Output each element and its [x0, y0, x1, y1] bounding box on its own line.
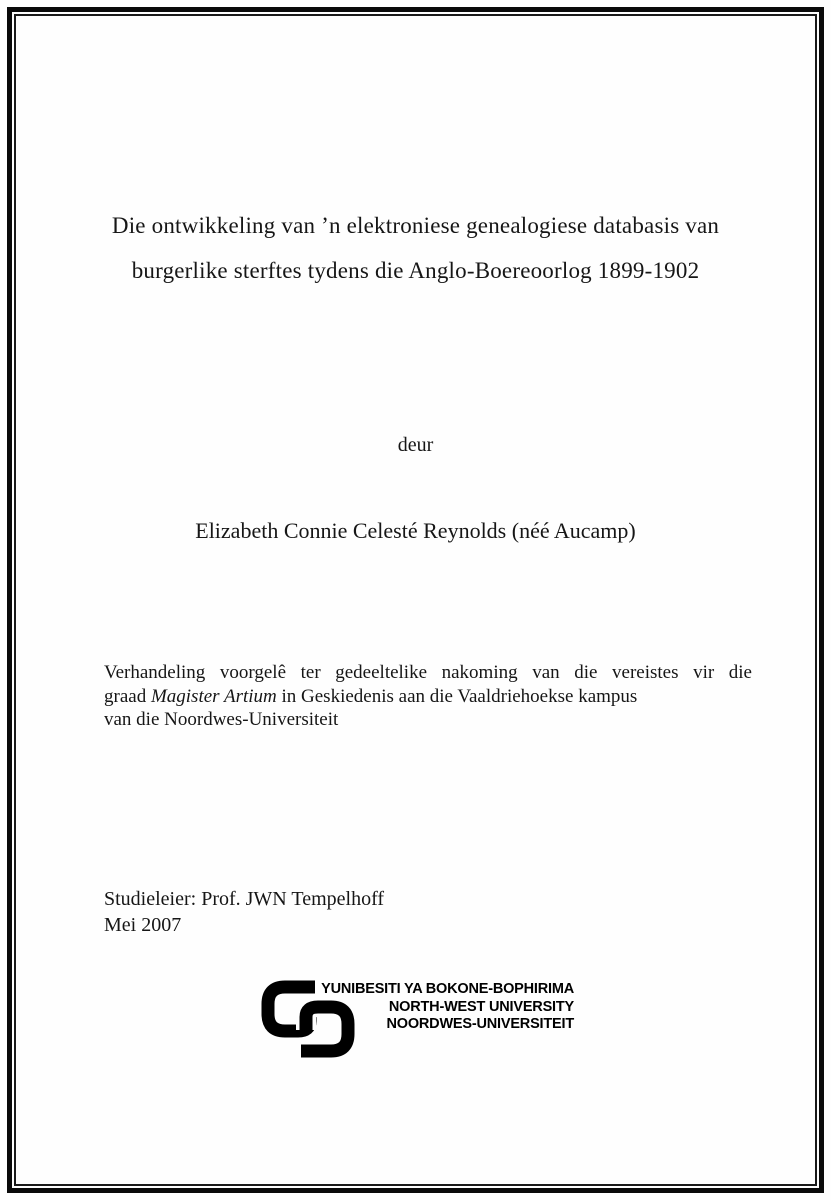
university-logo [258, 976, 578, 1062]
logo-text-english: NORTH-WEST UNIVERSITY [388, 998, 574, 1015]
byline-label: deur [397, 434, 434, 456]
degree-name-italic: Magister Artium [150, 685, 277, 707]
degree-statement-line-3: van die Noordwes-Universiteit [104, 709, 339, 730]
degree-statement [104, 661, 752, 732]
date-line: Mei 2007 [104, 914, 182, 936]
university-logo-text [320, 981, 574, 1034]
thesis-title-line-1: Die ontwikkeling van ’n elektroniese genealogiese databasis van [111, 213, 720, 238]
supervisor-line: Studieleier: Prof. JWN Tempelhoff [104, 888, 385, 910]
degree-statement-line-1: Verhandeling voorgelê ter gedeeltelike nakoming van die vereistes vir die [104, 662, 752, 683]
thesis-title-line-2: burgerlike sterftes tydens die Anglo-Boereoorlog 1899-1902 [131, 258, 700, 283]
supervisor-block [104, 886, 384, 938]
logo-text-setswana: YUNIBESITI YA BOKONE-BOPHIRIMA [321, 981, 574, 997]
thesis-title [60, 203, 771, 293]
logo-text-afrikaans: NOORDWES-UNIVERSITEIT [386, 1016, 574, 1033]
author-name: Elizabeth Connie Celesté Reynolds (néé Aucamp) [195, 518, 636, 543]
degree-statement-line-2: graad Magister Artium in Geskiedenis aan die Vaaldriehoekse kampus [104, 685, 638, 707]
